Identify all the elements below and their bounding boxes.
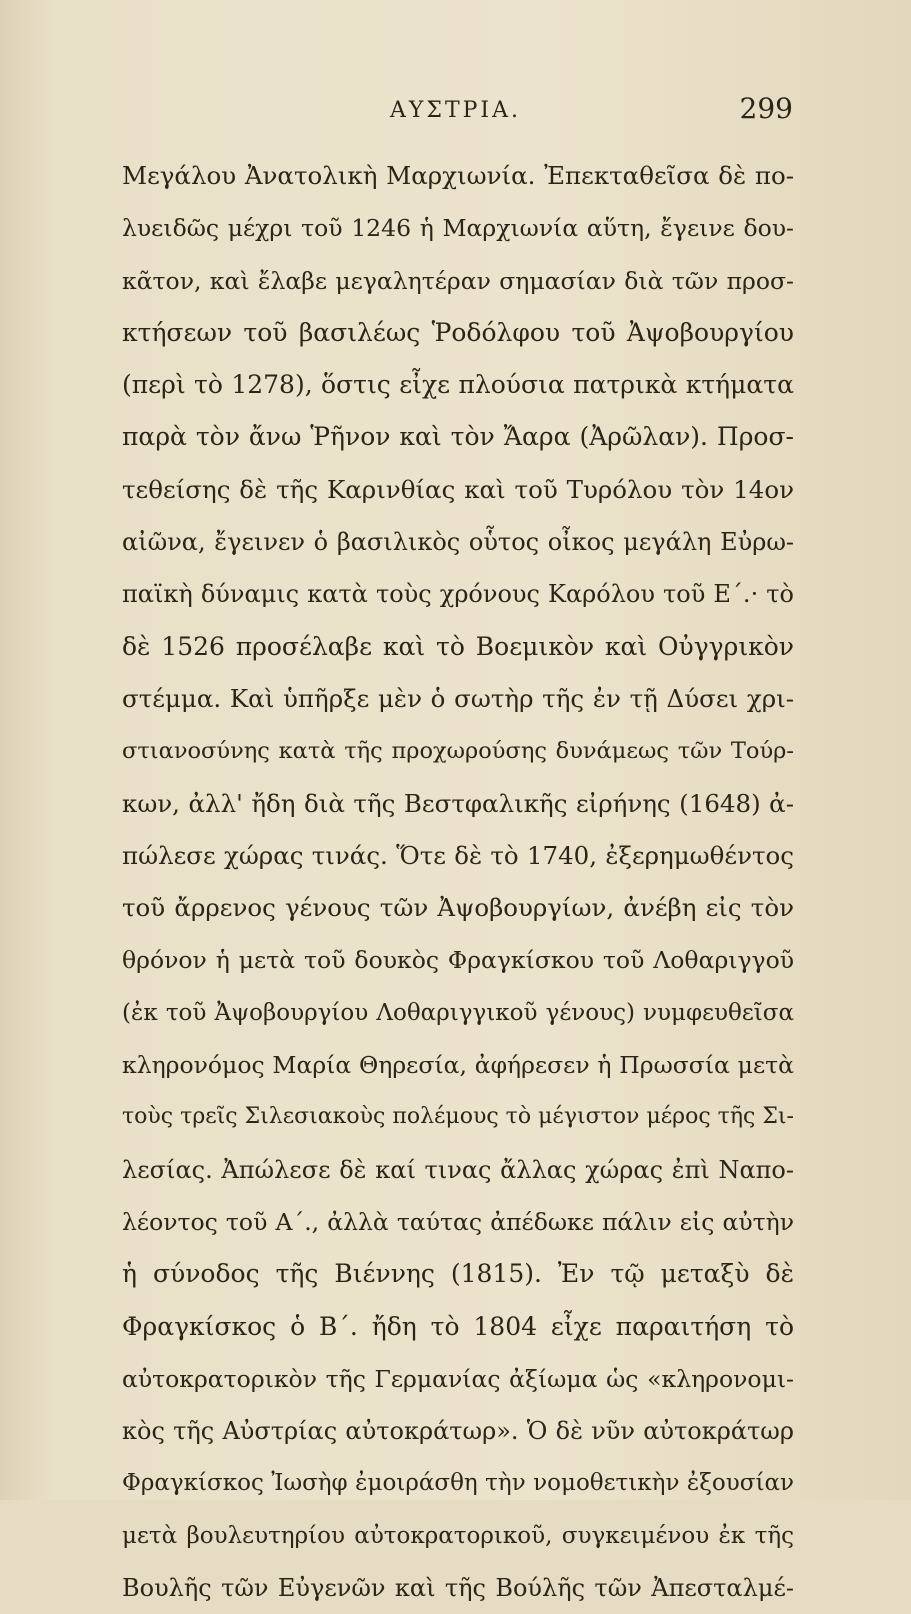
page-number: 299 [739,92,793,125]
text-line: λυειδῶς μέχρι τοῦ 1246 ἡ Μαρχιωνία αὕτη, ἔγεινε δου- [122,214,794,243]
text-line: Φραγκίσκος Ἰωσὴφ ἐμοιράσθη τὴν νομοθετικὴν ἐξουσίαν [122,1470,794,1497]
text-line: λέοντος τοῦ Α΄., ἀλλὰ ταύτας ἀπέδωκε πάλιν εἰς αὐτὴν [122,1207,794,1236]
text-line: δὲ 1526 προσέλαβε καὶ τὸ Βοεμικὸν καὶ Οὐγγρικὸν [122,631,794,661]
text-line: κὸς τῆς Αὐστρίας αὐτοκράτωρ». Ὁ δὲ νῦν αὐτοκράτωρ [122,1417,794,1446]
text-line: (ἐκ τοῦ Ἀψοβουργίου Λοθαριγγικοῦ γένους) νυμφευθεῖσα [122,999,794,1026]
text-line: τοῦ ἄρρενος γένους τῶν Ἀψοβουργίων, ἀνέβη εἰς τὸν [122,893,794,923]
text-line: παϊκὴ δύναμις κατὰ τοὺς χρόνους Καρόλου τοῦ Ε΄.· τὸ [122,580,794,609]
text-line: Μεγάλου Ἀνατολικὴ Μαρχιωνία. Ἐπεκταθεῖσα δὲ πο- [122,161,794,190]
text-line: ἡ σύνοδος τῆς Βιέννης (1815). Ἐν τῷ μεταξὺ δὲ [122,1259,794,1289]
running-head: ΑΥΣΤΡΙΑ. [389,98,521,123]
text-line: πώλεσε χώρας τινάς. Ὅτε δὲ τὸ 1740, ἐξερημωθέντος [122,840,794,870]
text-line: Βουλῆς τῶν Εὐγενῶν καὶ τῆς Βούλῆς τῶν Ἀπεσταλμέ- [122,1574,794,1603]
body-text [122,150,794,1614]
text-line: μετὰ βουλευτηρίου αὐτοκρατορικοῦ, συγκειμένου ἐκ τῆς [122,1522,794,1549]
text-line: στιανοσύνης κατὰ τῆς προχωρούσης δυνάμεως τῶν Τούρ- [122,738,794,765]
text-line: κτήσεων τοῦ βασιλέως Ῥοδόλφου τοῦ Ἀψοβουργίου [122,317,794,347]
text-line: (περὶ τὸ 1278), ὅστις εἶχε πλούσια πατρικὰ κτήματα [122,370,794,400]
text-line: αἰῶνα, ἔγεινεν ὁ βασιλικὸς οὗτος οἶκος μεγάλη Εὐρω- [122,528,794,557]
page-header [0,92,911,132]
text-line: τεθείσης δὲ τῆς Καρινθίας καὶ τοῦ Τυρόλου τὸν 14ον [122,474,794,504]
text-line: παρὰ τὸν ἄνω Ῥῆνον καὶ τὸν Ἄαρα (Ἀρῶλαν). Προσ- [122,422,794,452]
text-line: λεσίας. Ἀπώλεσε δὲ καί τινας ἄλλας χώρας ἐπὶ Ναπο- [122,1155,794,1184]
text-line: κληρονόμος Μαρία Θηρεσία, ἀφήρεσεν ἡ Πρωσσία μετὰ [122,1051,794,1080]
text-line: θρόνον ἡ μετὰ τοῦ δουκὸς Φραγκίσκου τοῦ Λοθαριγγοῦ [122,946,794,975]
text-line: κᾶτον, καὶ ἔλαβε μεγαλητέραν σημασίαν διὰ τῶν προσ- [122,266,794,295]
text-line: αὐτοκρατορικὸν τῆς Γερμανίας ἀξίωμα ὡς «κληρονομι- [122,1364,794,1393]
text-line: Φραγκίσκος ὁ Β΄. ἤδη τὸ 1804 εἶχε παραιτήση τὸ [122,1311,794,1341]
text-line: στέμμα. Καὶ ὑπῆρξε μὲν ὁ σωτὴρ τῆς ἐν τῇ Δύσει χρι- [122,683,794,713]
text-line: τοὺς τρεῖς Σιλεσιακοὺς πολέμους τὸ μέγιστον μέρος τῆς Σι- [122,1104,794,1130]
text-line: κων, ἀλλ' ἤδη διὰ τῆς Βεστφαλικῆς εἰρήνης (1648) ἀ- [122,788,794,818]
